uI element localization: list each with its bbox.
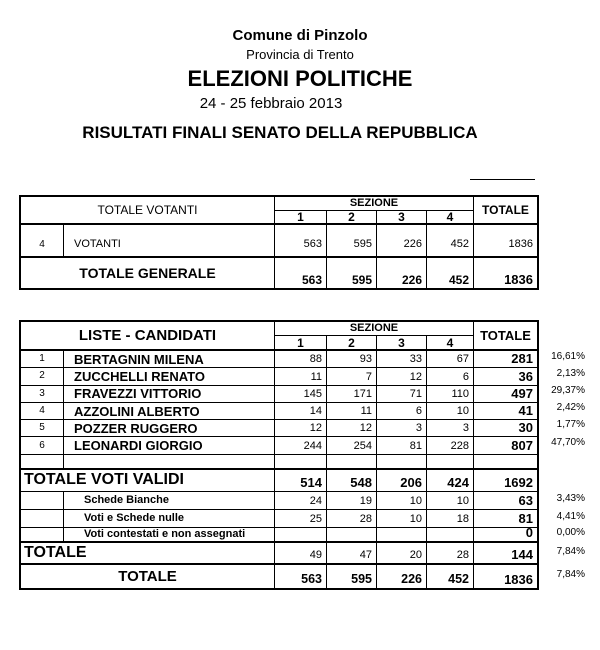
table-cell: 244	[275, 437, 327, 454]
table-cell: 10	[377, 492, 427, 510]
table-cell: 41	[474, 403, 537, 420]
voters-table-title: TOTALE VOTANTI	[21, 197, 275, 225]
percentage-label: 3,43%	[556, 493, 585, 504]
sezione-col-header: 4	[427, 336, 474, 351]
sezione-col-header: 3	[377, 211, 427, 225]
row-number: 5	[21, 420, 64, 437]
table-cell: 36	[474, 368, 537, 385]
row-label: Voti e Schede nulle	[64, 510, 275, 528]
row-number: 3	[21, 386, 64, 403]
table-cell: 63	[474, 492, 537, 510]
table-cell: 497	[474, 386, 537, 403]
sezione-col-header: 2	[327, 211, 377, 225]
percentage-label: 2,13%	[556, 368, 585, 379]
table-cell: 144	[474, 543, 537, 565]
candidate-name: BERTAGNIN MILENA	[64, 351, 275, 368]
empty-cell	[21, 510, 64, 528]
table-cell: 25	[275, 510, 327, 528]
table-cell: 145	[275, 386, 327, 403]
empty-cell	[21, 528, 64, 543]
table-cell	[275, 528, 327, 543]
table-cell: 281	[474, 351, 537, 368]
table-cell: 24	[275, 492, 327, 510]
row-label: VOTANTI	[64, 225, 275, 258]
sezione-header: SEZIONE	[275, 322, 474, 336]
table-cell: 88	[275, 351, 327, 368]
percentage-label: 4,41%	[556, 511, 585, 522]
table-cell: 0	[474, 528, 537, 543]
row-label: Schede Bianche	[64, 492, 275, 510]
table-cell: 6	[377, 403, 427, 420]
election-date: 24 - 25 febbraio 2013	[199, 95, 343, 112]
row-label: Voti contestati e non assegnati	[64, 528, 275, 543]
totale-header: TOTALE	[474, 322, 537, 351]
voters-table	[19, 195, 539, 290]
candidate-name: ZUCCHELLI RENATO	[64, 368, 275, 385]
table-cell: 226	[377, 225, 427, 258]
table-cell: 595	[327, 225, 377, 258]
table-cell: 10	[427, 403, 474, 420]
table-cell: 595	[327, 565, 377, 588]
table-cell: 11	[275, 368, 327, 385]
table-cell: 10	[427, 492, 474, 510]
sezione-col-header: 1	[275, 211, 327, 225]
table-cell: 49	[275, 543, 327, 565]
sezione-col-header: 3	[377, 336, 427, 351]
blank-underline	[470, 179, 535, 180]
percentage-label: 0,00%	[556, 527, 585, 538]
table-cell: 206	[377, 470, 427, 492]
sezione-col-header: 2	[327, 336, 377, 351]
empty-cell	[21, 492, 64, 510]
table-cell: 110	[427, 386, 474, 403]
document-header	[0, 27, 600, 143]
province-subtitle: Provincia di Trento	[246, 47, 354, 62]
table-cell: 12	[327, 420, 377, 437]
table-cell: 11	[327, 403, 377, 420]
row-number: 4	[21, 403, 64, 420]
table-cell: 19	[327, 492, 377, 510]
table-cell: 1836	[504, 272, 533, 287]
percentage-label: 7,84%	[556, 569, 585, 580]
row-number: 2	[21, 368, 64, 385]
results-subtitle: RISULTATI FINALI SENATO DELLA REPUBBLICA	[82, 123, 478, 142]
percentage-label: 1,77%	[556, 419, 585, 430]
empty-cell	[275, 455, 327, 470]
row-number: 6	[21, 437, 64, 454]
table-cell	[327, 528, 377, 543]
grand-total-label: TOTALE	[21, 565, 275, 588]
table-cell: 424	[427, 470, 474, 492]
percentage-label: 16,61%	[551, 351, 585, 362]
results-table-title: LISTE - CANDIDATI	[21, 322, 275, 351]
table-cell: 12	[377, 368, 427, 385]
percentage-label: 29,37%	[551, 385, 585, 396]
candidate-name: POZZER RUGGERO	[64, 420, 275, 437]
municipality-title: Comune di Pinzolo	[232, 27, 368, 44]
subtotal-label: TOTALE	[21, 543, 275, 565]
table-cell	[377, 528, 427, 543]
table-cell: 563	[275, 225, 327, 258]
table-cell: 12	[275, 420, 327, 437]
percentage-label: 2,42%	[556, 402, 585, 413]
table-cell: 452	[427, 225, 474, 258]
table-cell: 514	[275, 470, 327, 492]
table-cell: 81	[474, 510, 537, 528]
empty-cell	[327, 455, 377, 470]
total-row-label: TOTALE GENERALE	[21, 258, 275, 288]
table-cell	[427, 528, 474, 543]
candidate-name: AZZOLINI ALBERTO	[64, 403, 275, 420]
table-cell: 71	[377, 386, 427, 403]
table-cell: 28	[327, 510, 377, 528]
row-number: 4	[21, 225, 64, 258]
table-cell: 563	[275, 565, 327, 588]
table-cell: 93	[327, 351, 377, 368]
row-number: 1	[21, 351, 64, 368]
sezione-header: SEZIONE	[275, 197, 474, 211]
empty-cell	[474, 455, 537, 470]
table-cell: 452	[427, 258, 474, 288]
table-cell: 226	[377, 565, 427, 588]
table-cell: 228	[427, 437, 474, 454]
results-table	[19, 320, 539, 590]
table-cell: 30	[474, 420, 537, 437]
sezione-col-header: 4	[427, 211, 474, 225]
valid-votes-label: TOTALE VOTI VALIDI	[21, 470, 275, 492]
table-cell: 1836	[474, 225, 537, 258]
empty-cell	[21, 455, 64, 470]
table-cell: 20	[377, 543, 427, 565]
totale-header: TOTALE	[474, 197, 537, 225]
table-cell: 81	[377, 437, 427, 454]
table-cell: 14	[275, 403, 327, 420]
table-cell: 1692	[474, 470, 537, 492]
table-cell: 67	[427, 351, 474, 368]
empty-cell	[64, 455, 275, 470]
table-cell: 6	[427, 368, 474, 385]
percentage-label: 47,70%	[551, 437, 585, 448]
table-cell: 3	[377, 420, 427, 437]
empty-cell	[427, 455, 474, 470]
table-cell: 548	[327, 470, 377, 492]
table-cell: 47	[327, 543, 377, 565]
table-cell: 807	[474, 437, 537, 454]
table-cell: 1836	[504, 571, 533, 587]
table-cell: 18	[427, 510, 474, 528]
candidate-name: FRAVEZZI VITTORIO	[64, 386, 275, 403]
table-cell: 10	[377, 510, 427, 528]
table-cell: 3	[427, 420, 474, 437]
table-cell: 226	[377, 258, 427, 288]
candidate-name: LEONARDI GIORGIO	[64, 437, 275, 454]
empty-cell	[377, 455, 427, 470]
table-cell: 563	[275, 258, 327, 288]
percentage-label: 7,84%	[556, 546, 585, 557]
sezione-col-header: 1	[275, 336, 327, 351]
table-cell: 33	[377, 351, 427, 368]
table-cell: 595	[327, 258, 377, 288]
table-cell: 254	[327, 437, 377, 454]
table-cell: 171	[327, 386, 377, 403]
table-cell: 452	[427, 565, 474, 588]
table-cell: 28	[427, 543, 474, 565]
election-title: ELEZIONI POLITICHE	[187, 66, 413, 91]
table-cell: 7	[327, 368, 377, 385]
